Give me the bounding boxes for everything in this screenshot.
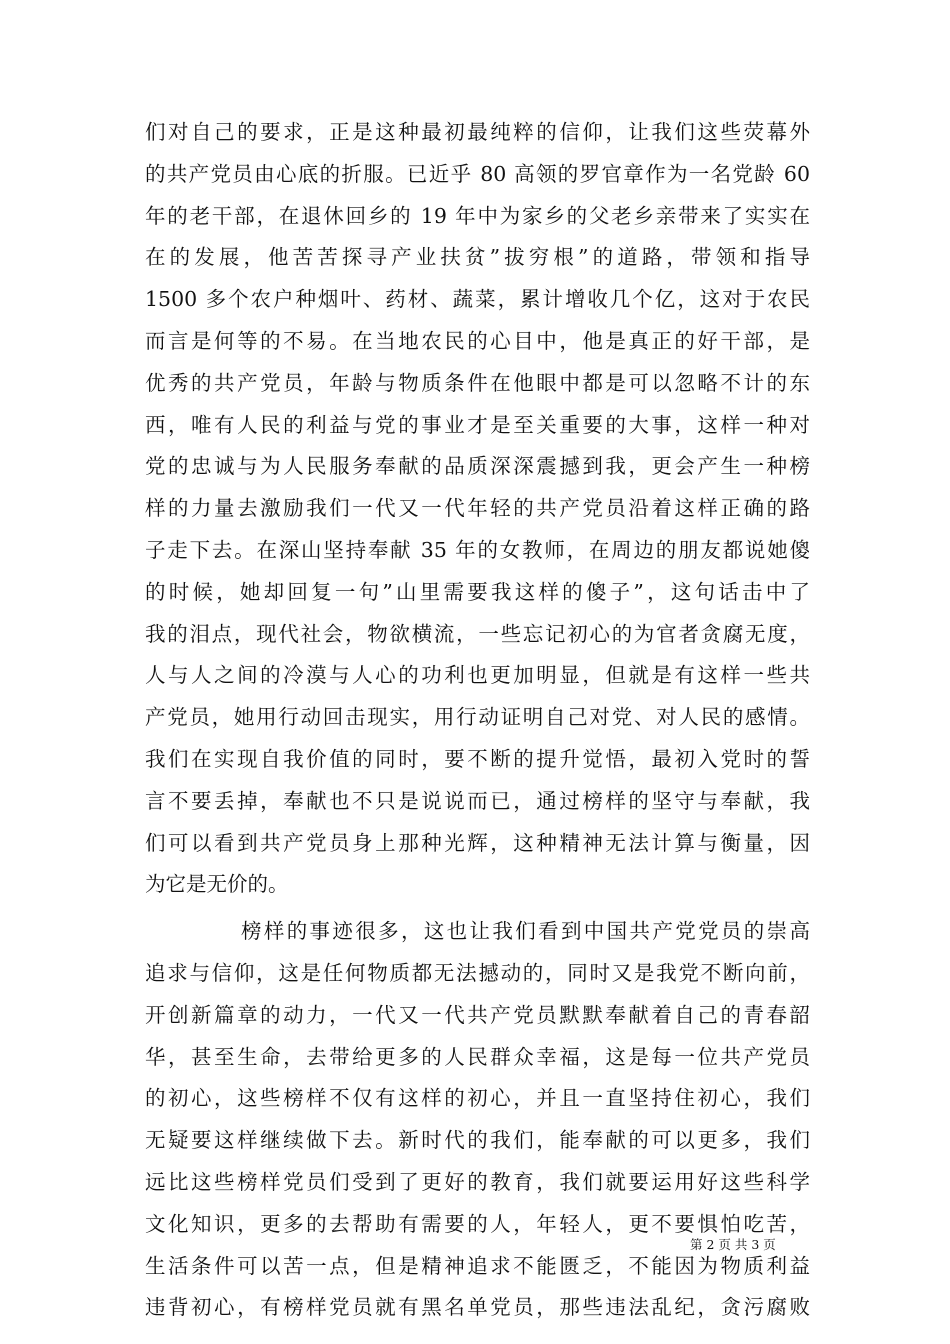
- text-line: 追求与信仰，这是任何物质都无法撼动的，同时又是我党不断向前，: [145, 960, 810, 985]
- text-line: 产党员，她用行动回击现实，用行动证明自己对党、对人民的感情。: [145, 705, 810, 730]
- text-line: 在的发展，他苦苦探寻产业扶贫”拔穷根”的道路，带领和指导: [145, 245, 810, 270]
- page-footer: [0, 1235, 950, 1255]
- text-line: 华，甚至生命，去带给更多的人民群众幸福，这是每一位共产党员: [145, 1044, 810, 1069]
- text-line: 言不要丢掉，奉献也不只是说说而已，通过榜样的坚守与奉献，我: [145, 788, 810, 813]
- text-line: 们可以看到共产党员身上那种光辉，这种精神无法计算与衡量，因: [145, 830, 810, 855]
- text-line: 党的忠诚与为人民服务奉献的品质深深震撼到我，更会产生一种榜: [145, 454, 810, 479]
- text-line: 的初心，这些榜样不仅有这样的初心，并且一直坚持住初心，我们: [145, 1086, 810, 1111]
- text-line: 年的老干部，在退休回乡的 19 年中为家乡的父老乡亲带来了实实在: [145, 203, 810, 228]
- document-body: [145, 112, 810, 1329]
- text-line: 榜样的事迹很多，这也让我们看到中国共产党党员的崇高: [241, 919, 810, 944]
- text-line: 违背初心，有榜样党员就有黑名单党员，那些违法乱纪，贪污腐败: [145, 1295, 810, 1320]
- text-line: 为它是无价的。: [145, 872, 289, 897]
- page-number-label: 第 2 页 共 3 页: [690, 1237, 776, 1252]
- text-line: 的共产党员由心底的折服。已近乎 80 高领的罗官章作为一名党龄 60: [145, 161, 810, 186]
- text-line: 样的力量去激励我们一代又一代年轻的共产党员沿着这样正确的路: [145, 496, 810, 521]
- text-line: 文化知识，更多的去帮助有需要的人，年轻人，更不要惧怕吃苦，: [145, 1211, 810, 1236]
- text-line: 而言是何等的不易。在当地农民的心目中，他是真正的好干部，是: [145, 328, 810, 353]
- text-line: 开创新篇章的动力，一代又一代共产党员默默奉献着自己的青春韶: [145, 1002, 810, 1027]
- text-line: 我们在实现自我价值的同时，要不断的提升觉悟，最初入党时的誓: [145, 746, 810, 771]
- text-line: 我的泪点，现代社会，物欲横流，一些忘记初心的为官者贪腐无度，: [145, 621, 810, 646]
- text-line: 人与人之间的冷漠与人心的功利也更加明显，但就是有这样一些共: [145, 663, 810, 688]
- text-line: 西，唯有人民的利益与党的事业才是至关重要的大事，这样一种对: [145, 412, 810, 437]
- text-line: 无疑要这样继续做下去。新时代的我们，能奉献的可以更多，我们: [145, 1128, 810, 1153]
- text-line: 远比这些榜样党员们受到了更好的教育，我们就要运用好这些科学: [145, 1169, 810, 1194]
- text-line: 的时候，她却回复一句”山里需要我这样的傻子”，这句话击中了: [145, 579, 810, 604]
- text-line: 子走下去。在深山坚持奉献 35 年的女教师，在周边的朋友都说她傻: [145, 537, 810, 562]
- text-line: 优秀的共产党员，年龄与物质条件在他眼中都是可以忽略不计的东: [145, 370, 810, 395]
- text-line: 1500 多个农户种烟叶、药材、蔬菜，累计增收几个亿，这对于农民: [145, 287, 810, 312]
- text-line: 们对自己的要求，正是这种最初最纯粹的信仰，让我们这些荧幕外: [145, 120, 810, 144]
- text-line: 生活条件可以苦一点，但是精神追求不能匮乏，不能因为物质利益: [145, 1253, 810, 1278]
- paragraph-2: [145, 911, 810, 1329]
- paragraph-1: [145, 112, 810, 906]
